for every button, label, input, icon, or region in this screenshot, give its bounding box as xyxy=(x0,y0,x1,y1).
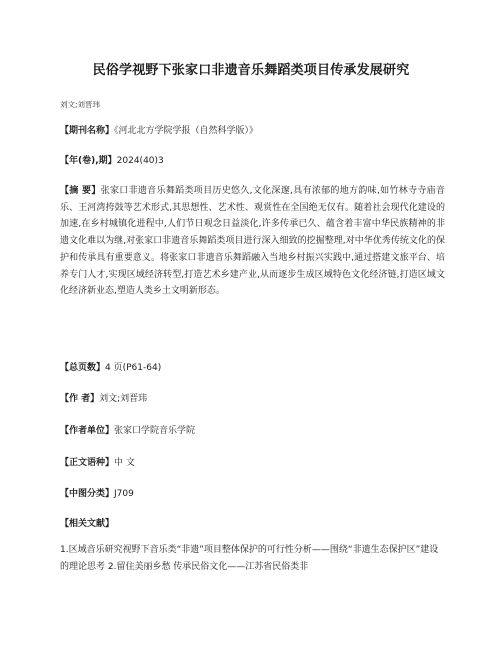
affiliation-value: 张家口学院音乐学院 xyxy=(114,426,196,436)
author-line: 刘文;刘晋玮 xyxy=(60,100,101,109)
language-field xyxy=(60,456,135,470)
paper-title: 民俗学视野下张家口非遗音乐舞蹈类项目传承发展研究 xyxy=(92,63,410,78)
pages-field xyxy=(60,361,161,375)
classification-value: J709 xyxy=(114,489,134,499)
classification-label: 【中图分类】 xyxy=(60,489,115,499)
language-value: 中 文 xyxy=(114,458,135,468)
related-label: 【相关文献】 xyxy=(60,519,115,529)
year-issue-value: 2024(40)3 xyxy=(116,156,164,166)
journal-field xyxy=(60,124,258,138)
author-value: 刘文;刘晋玮 xyxy=(99,394,148,404)
abstract-label: 【摘 要】 xyxy=(60,186,101,196)
language-label: 【正文语种】 xyxy=(60,458,115,468)
abstract-block xyxy=(60,183,445,300)
year-issue-field xyxy=(60,154,164,168)
pages-value: 4 页(P61-64) xyxy=(105,363,162,373)
journal-label: 【期刊名称】 xyxy=(60,126,115,136)
abstract-text: 张家口非遗音乐舞蹈类项目历史悠久,文化深邃,具有浓郁的地方韵味,如竹林寺寺庙音乐、王河湾挎鼓等艺术形式,其思想性、艺术性、观赏性在全国绝无仅有。随着社会现代化建设的加速,在乡村城镇化进程中,人们节日观念日益淡化,许多传承已久、蕴含着丰富中华民族精神的非遗文化难以为继,对张家口非遗音乐舞蹈类项目进行深入细致的挖掘整理,对中华优秀传统文化的保护和传承具有重要意义。将张家口非遗音乐舞蹈融入当地乡村振兴实践中,通过搭建文旅平台、培养专门人才,实现区域经济转型,打造艺术乡建产业,从而逐步生成区域特色文化经济链,打造区域文化经济新业态,塑造人类乡土文明新形态。 xyxy=(60,186,445,297)
year-issue-label: 【年(卷),期】 xyxy=(60,156,117,166)
classification-field xyxy=(60,487,134,501)
pages-label: 【总页数】 xyxy=(60,363,106,373)
author-label: 【作 者】 xyxy=(60,394,100,404)
author-field xyxy=(60,392,147,406)
related-field xyxy=(60,517,114,531)
affiliation-label: 【作者单位】 xyxy=(60,426,115,436)
affiliation-field xyxy=(60,424,195,438)
related-literature-list: 1.区域音乐研究视野下音乐类“非遗”项目整体保护的可行性分析——围绕“非遗生态保护区”建设的理论思考 2.留住美丽乡愁 传承民俗文化——江苏省民俗类非 xyxy=(60,545,439,572)
journal-value: 《河北北方学院学报（自然科学版）》 xyxy=(114,126,259,136)
